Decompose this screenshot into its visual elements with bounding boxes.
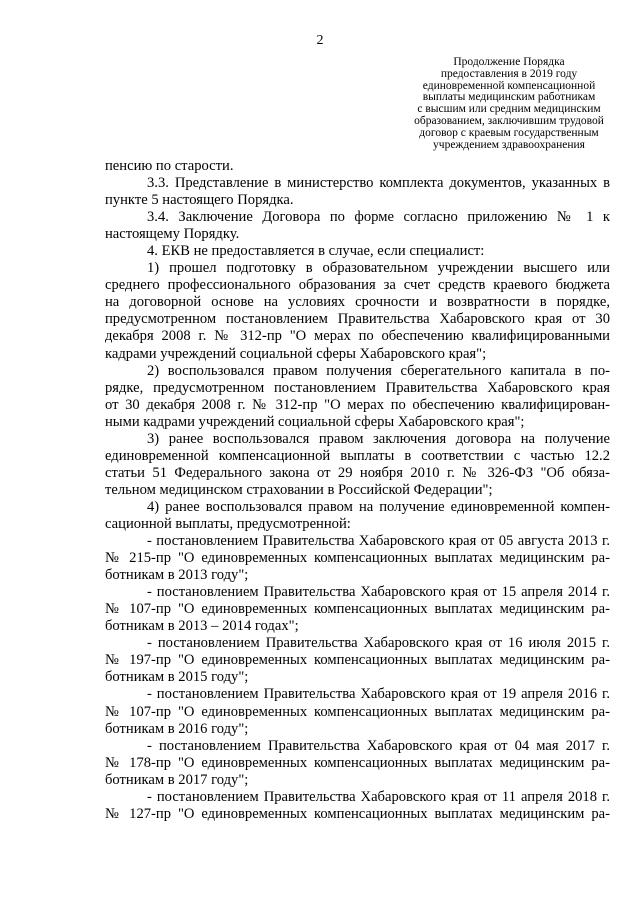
header-line: образованием, заключившим трудовой [414, 114, 604, 127]
body-text-line: 4. ЕКВ не предоставляется в случае, если специалист: [147, 243, 485, 260]
header-line: Продолжение Порядка [453, 56, 565, 68]
body-text-line: - постановлением Правительства Хабаровского края от 11 апреля 2018 г. [147, 788, 610, 805]
body-text-line: ботникам в 2016 году"; [105, 720, 249, 737]
body-text-line: № 197-пр "О единовременных компенсационных выплатах медицинским ра- [105, 652, 610, 669]
body-text-line: № 127-пр "О единовременных компенсационных выплатах медицинским ра- [105, 805, 610, 822]
body-text-line: предусмотренном постановлением Правительства Хабаровского края от 30 [105, 311, 610, 328]
body-text-line: ботникам в 2017 году"; [105, 771, 249, 788]
page-number: 2 [316, 33, 324, 48]
body-text-line: декабря 2008 г. № 312-пр "О мерах по обеспечению квалифицированными [105, 328, 610, 345]
header-line: предоставления в 2019 году [440, 67, 578, 80]
body-text-line: - постановлением Правительства Хабаровского края от 05 августа 2013 г. [147, 533, 610, 550]
body-text-line: - постановлением Правительства Хабаровского края от 19 апреля 2016 г. [147, 686, 610, 703]
body-text-line: среднего профессионального образования за счет средств краевого бюджета [105, 277, 610, 294]
body-text-line: 3.4. Заключение Договора по форме согласно приложению № 1 к [147, 209, 610, 226]
header-line: единовременной компенсационной [422, 79, 596, 92]
body-text-line: ботникам в 2013 году"; [105, 567, 249, 584]
body-text-line: ботникам в 2015 году"; [105, 669, 249, 686]
body-text-line: - постановлением Правительства Хабаровского края от 15 апреля 2014 г. [147, 584, 610, 601]
body-text-line: № 178-пр "О единовременных компенсационных выплатах медицинским ра- [105, 754, 610, 771]
body-text-line: 4) ранее воспользовался правом на получение единовременной компен- [147, 498, 610, 515]
body-text-line: пенсию по старости. [105, 158, 234, 174]
header-line: с высшим или средним медицинским [417, 103, 601, 116]
body-text-line: от 30 декабря 2008 г. № 312-пр "О мерах по обеспечению квалифицирован- [105, 396, 610, 413]
body-text-line: 3) ранее воспользовался правом заключения договора на получение [147, 430, 610, 447]
body-text-line: - постановлением Правительства Хабаровского края от 04 мая 2017 г. [147, 737, 610, 754]
body-text-line: сационной выплаты, предусмотренной: [105, 515, 351, 532]
body-text-line: ботникам в 2013 – 2014 годах"; [105, 618, 299, 635]
body-text-line: кадрами учреждений социальной сферы Хабаровского края"; [105, 345, 487, 362]
body-text-line: 1) прошел подготовку в образовательном учреждении высшего или [147, 260, 610, 277]
header-line: выплаты медицинским работникам [422, 91, 596, 104]
body-text-line: № 215-пр "О единовременных компенсационных выплатах медицинским ра- [105, 550, 610, 567]
body-text-line: 2) воспользовался правом получения сберегательного капитала в по- [147, 362, 610, 379]
header-line: учреждением здравоохранения [433, 138, 585, 151]
body-text-line: № 107-пр "О единовременных компенсационных выплатах медицинским ра- [105, 601, 610, 618]
body-text-line: рядке, предусмотренном постановлением Правительства Хабаровского края [105, 379, 610, 396]
body-text-line: на договорной основе на условиях срочности и возвратности в порядке, [105, 294, 610, 311]
body-text-line: ными кадрами учреждений социальной сферы Хабаровского края"; [105, 413, 525, 430]
body-text-line: тельном медицинском страховании в Российской Федерации"; [105, 481, 493, 498]
body-text-line: пункте 5 настоящего Порядка. [105, 192, 294, 209]
header-line: договор с краевым государственным [419, 126, 599, 139]
body-text-line: - постановлением Правительства Хабаровского края от 16 июля 2015 г. [147, 635, 610, 652]
document-header-block [400, 57, 618, 151]
body-text-line: 3.3. Представление в министерство комплекта документов, указанных в [147, 175, 610, 192]
body-text-line: № 107-пр "О единовременных компенсационных выплатах медицинским ра- [105, 703, 610, 720]
body-text-line: статьи 51 Федерального закона от 29 ноября 2010 г. № 326-ФЗ "Об обяза- [105, 464, 610, 481]
body-text-line: единовременной компенсационной выплаты в соответствии с частью 12.2 [105, 447, 610, 464]
document-body [105, 158, 610, 823]
body-text-line: настоящему Порядку. [105, 226, 240, 243]
